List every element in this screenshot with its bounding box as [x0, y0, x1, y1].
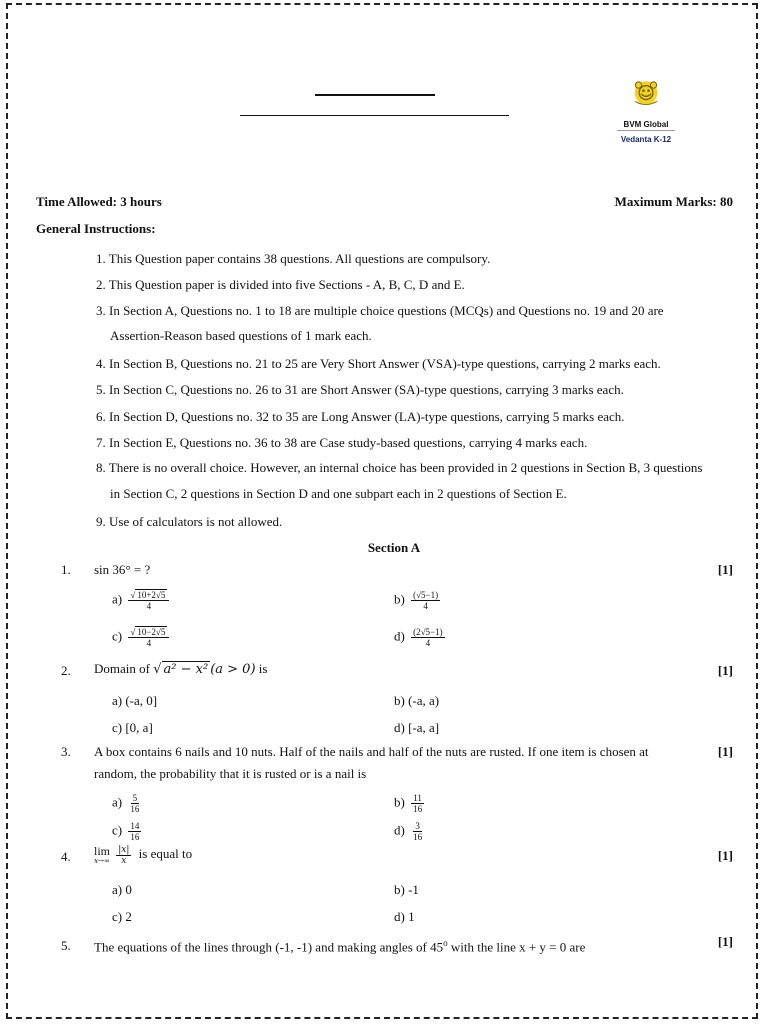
question-2-text-post: is — [258, 661, 268, 676]
question-1-text: sin 36° = ? — [94, 562, 151, 577]
question-2-text — [94, 661, 267, 677]
question-4-number: 4. — [61, 849, 71, 864]
question-2-radicand: a² − x² — [163, 662, 209, 677]
fraction-numerator: 3 — [415, 821, 420, 831]
question-4-lim: lim — [94, 843, 111, 858]
question-2-option-b[interactable]: b) (-a, a) — [394, 693, 440, 708]
option-label: d) — [394, 822, 405, 838]
fraction-numerator: (2√5−1) — [413, 627, 443, 637]
fraction-denominator: 4 — [423, 601, 428, 611]
question-4-fraction — [116, 845, 131, 866]
question-5-text-pre: The equations of the lines through (-1, -1) and making angles of 45 — [94, 939, 444, 955]
logo-brand-text: BVM Global — [623, 120, 669, 129]
fraction-denominator: 16 — [413, 832, 423, 842]
question-1-option-d[interactable] — [394, 627, 445, 648]
logo-tagline-line — [612, 130, 680, 133]
instruction-3-continued: Assertion-Reason based questions of 1 mark each. — [110, 328, 372, 343]
question-1-option-c[interactable] — [112, 627, 169, 648]
fraction — [411, 627, 445, 648]
fraction-numerator: 5 — [132, 793, 138, 803]
fraction-numerator: 14 — [130, 821, 140, 831]
fraction: $\frac{√ 10-2√5}{4}$ — [128, 627, 169, 648]
title-line-long — [240, 115, 509, 116]
general-instructions-heading: General Instructions: — [36, 221, 156, 236]
question-3-option-b[interactable] — [394, 793, 424, 814]
title-line-short — [315, 94, 435, 96]
instruction-3: 3. In Section A, Questions no. 1 to 18 are multiple choice questions (MCQs) and Questions no. 19 and 20 are — [96, 303, 664, 318]
fraction-denominator: x — [121, 856, 127, 866]
question-3-option-a[interactable] — [112, 793, 141, 814]
school-logo-icon — [612, 80, 680, 124]
instruction-8: 8. There is no overall choice. However, an internal choice has been provided in 2 questions in Section B, 3 questions — [96, 460, 703, 475]
question-5-degree-sup: o — [443, 938, 448, 948]
instruction-9: 9. Use of calculators is not allowed. — [96, 514, 283, 529]
instruction-4: 4. In Section B, Questions no. 21 to 25 are Very Short Answer (VSA)-type questions, carrying 2 marks each. — [96, 356, 661, 371]
question-1-option-a[interactable] — [112, 590, 169, 611]
question-4-marks: [1] — [717, 848, 733, 863]
question-2-condition: (a > 0) — [210, 662, 256, 677]
fraction — [411, 821, 424, 842]
time-allowed: Time Allowed: 3 hours — [36, 194, 162, 209]
instruction-1: 1. This Question paper contains 38 questions. All questions are compulsory. — [96, 251, 491, 266]
instruction-5: 5. In Section C, Questions no. 26 to 31 are Short Answer (SA)-type questions, carrying 3 marks each. — [96, 382, 624, 397]
fraction — [128, 821, 141, 842]
option-label: c) — [112, 822, 123, 838]
fraction-denominator: 4 — [425, 638, 431, 648]
fraction-numerator: |x| — [118, 845, 130, 855]
question-5-number: 5. — [61, 938, 71, 953]
question-2-option-c[interactable]: c) [0, a] — [112, 720, 153, 735]
question-2-marks: [1] — [717, 663, 733, 678]
question-2-option-d[interactable]: d) [-a, a] — [394, 720, 440, 735]
option-label: b) — [394, 591, 405, 607]
instruction-7: 7. In Section E, Questions no. 36 to 38 are Case study-based questions, carrying 4 marks each. — [96, 435, 588, 450]
question-1-option-b[interactable] — [394, 590, 440, 611]
question-2-number: 2. — [61, 663, 71, 678]
question-4-option-b[interactable]: b) -1 — [394, 882, 419, 897]
instruction-6: 6. In Section D, Questions no. 32 to 35 are Long Answer (LA)-type questions, carrying 5 marks each. — [96, 409, 625, 424]
fraction-numerator: 10+2√5 — [137, 590, 166, 600]
option-label: c) — [112, 628, 123, 644]
section-title: Section A — [367, 540, 421, 555]
fraction-numerator: (√5−1) — [413, 590, 439, 600]
question-3-option-d[interactable] — [394, 821, 424, 842]
question-4-text-post: is equal to — [138, 846, 193, 862]
fraction-denominator: 4 — [146, 601, 152, 611]
question-3-text-continued: random, the probability that it is rusted or is a nail is — [94, 766, 367, 781]
logo-sub-text: Vedanta K-12 — [620, 135, 672, 144]
instruction-8-continued: in Section C, 2 questions in Section D and one subpart each in 2 questions of Section E. — [110, 486, 567, 501]
option-label: a) — [112, 794, 123, 810]
fraction-denominator: 16 — [130, 804, 140, 814]
question-1-number: 1. — [61, 562, 71, 577]
instruction-2: 2. This Question paper is divided into five Sections - A, B, C, D and E. — [96, 277, 465, 292]
question-2-option-a[interactable]: a) (-a, 0] — [112, 693, 158, 708]
question-1-marks: [1] — [717, 562, 733, 577]
fraction-denominator: 16 — [130, 832, 140, 842]
question-4-text — [94, 845, 192, 866]
question-4-option-d[interactable]: d) 1 — [394, 909, 415, 924]
question-5-marks: [1] — [717, 934, 733, 949]
question-4-option-a[interactable]: a) 0 — [112, 882, 132, 897]
fraction-numerator: 10−2√5 — [137, 627, 166, 637]
option-label: d) — [394, 628, 405, 644]
question-4-option-c[interactable]: c) 2 — [112, 909, 132, 924]
fraction — [128, 793, 141, 814]
question-3-marks: [1] — [717, 744, 733, 759]
question-5-text-post: with the line x + y = 0 are — [447, 939, 586, 955]
question-2-text-pre: Domain of — [94, 661, 150, 676]
fraction — [411, 793, 424, 814]
option-label: a) — [112, 591, 123, 607]
question-5-text — [94, 938, 585, 955]
question-3-text: A box contains 6 nails and 10 nuts. Half of the nails and half of the nuts are rusted. If one item is chosen at — [94, 744, 649, 759]
page-border — [6, 3, 758, 1019]
question-3-option-c[interactable] — [112, 821, 141, 842]
fraction-denominator: 4 — [146, 638, 152, 648]
fraction-numerator: 11 — [413, 793, 422, 803]
option-label: b) — [394, 794, 405, 810]
question-3-number: 3. — [61, 744, 71, 759]
maximum-marks: Maximum Marks: 80 — [614, 194, 733, 209]
fraction — [411, 590, 440, 611]
fraction: $\frac{√ 10+2√5}{4}$ — [128, 590, 169, 611]
question-2-sqrt: √ a² − x² — [153, 662, 209, 677]
question-4-lim-subscript: x→∞ — [94, 856, 110, 865]
fraction-denominator: 16 — [413, 804, 423, 814]
